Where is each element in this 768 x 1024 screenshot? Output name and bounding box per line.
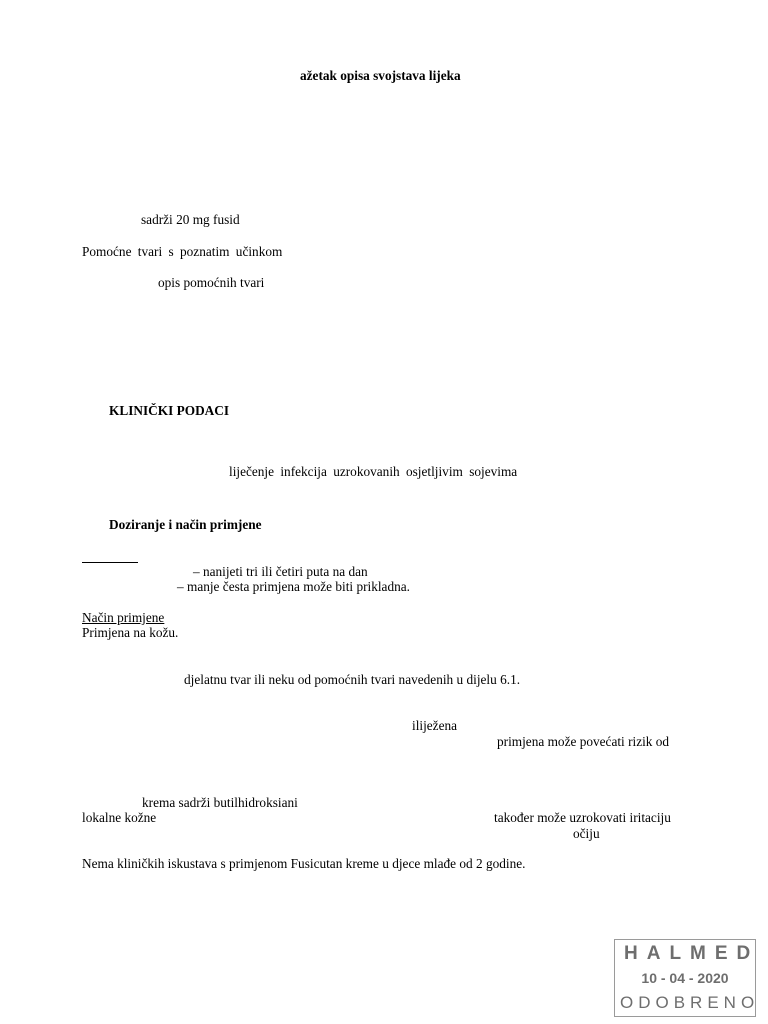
administration-heading: Način primjene [82,610,165,625]
excipients-heading: Pomoćne tvari s poznatim učinkom [82,244,283,259]
warning-fragment-3: krema sadrži butilhidroksiani [142,795,298,810]
document-title: ažetak opisa svojstava lijeka [300,68,461,83]
excipients-description: opis pomoćnih tvari [158,275,265,290]
approval-stamp [614,939,760,1017]
warning-fragment-4: lokalne kožne [82,810,157,825]
administration-text: Primjena na kožu. [82,625,179,640]
contraindications-text: djelatnu tvar ili neku od pomoćnih tvari navedenih u dijelu 6.1. [184,672,521,687]
warning-fragment-6: očiju [573,826,600,841]
blank-underline [82,562,138,563]
dosage-line-1: – nanijeti tri ili četiri puta na dan [193,564,368,579]
dosage-line-2: – manje česta primjena može biti prikladna. [177,579,410,594]
indications-text: liječenje infekcija uzrokovanih osjetljivim sojevima [229,464,518,479]
dosage-heading: Doziranje i način primjene [109,517,262,532]
warning-fragment-5: također može uzrokovati iritaciju [494,810,671,825]
stamp-date: 10 - 04 - 2020 [641,970,729,986]
clinical-data-heading: KLINIČKI PODACI [109,403,230,418]
pediatric-note: Nema kliničkih iskustava s primjenom Fusicutan kreme u djece mlađe od 2 godine. [82,856,526,871]
stamp-status: ODOBRENO [620,993,760,1012]
active-substance-line: sadrži 20 mg fusid [141,212,240,227]
stamp-agency: HALMED [624,943,760,964]
warning-fragment-2: primjena može povećati rizik od [497,734,670,749]
warning-fragment-1: iliježena [412,718,458,733]
